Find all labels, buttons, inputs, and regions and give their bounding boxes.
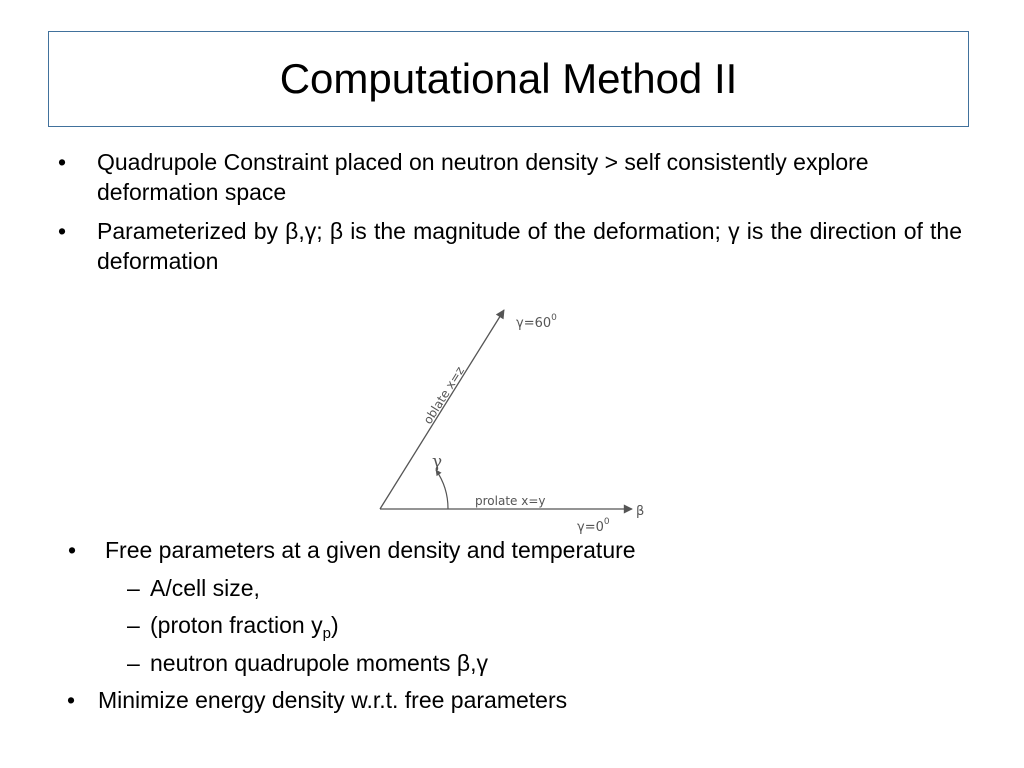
bullet-text: Parameterized by β,γ; β is the magnitude of the deformation; γ is the direction of the deformation [97,218,962,274]
bullet-item [68,532,968,570]
bullet-marker: • [68,537,77,563]
sub-bullet-item [68,607,968,645]
slide-title: Computational Method II [279,55,738,102]
bullet-marker: • [67,687,76,713]
bullet-item [58,216,962,276]
bottom-gamma-label: $\gamma=0^0$ [577,517,610,535]
bullet-text: Free parameters at a given density and temperature [105,537,636,563]
oblate-label: oblate x=z [420,364,467,427]
bottom-bullet-list [68,532,968,720]
bullet-text: Minimize energy density w.r.t. free parameters [98,687,568,713]
beta-label: β [636,504,645,519]
bullet-item [67,682,967,720]
gamma-symbol: γ [432,452,443,472]
sub-bullet-text: neutron quadrupole moments β,γ [150,649,488,676]
sub-bullet-marker: – [127,649,140,676]
subscript-p: p [322,625,331,642]
title-box [48,31,969,127]
sub-bullet-marker: – [127,574,140,601]
gamma-arc [436,470,448,509]
prolate-label: prolate x=y [475,494,546,508]
sub-bullet-text: (proton fraction $y_p$) [150,612,339,642]
bullet-marker: • [58,218,67,244]
sub-bullet-text: A/cell size, [150,574,260,601]
sub-bullet-item [68,645,968,683]
bullet-marker: • [58,149,67,175]
sub-bullet-item [68,570,968,608]
top-bullet-list [58,147,962,285]
deformation-diagram [360,295,660,535]
bullet-item [58,147,962,207]
top-gamma-label: $\gamma=60^0$ [516,313,557,331]
bullet-text: Quadrupole Constraint placed on neutron density > self consistently explore deformation space [97,149,869,205]
sub-bullet-marker: – [127,612,140,638]
